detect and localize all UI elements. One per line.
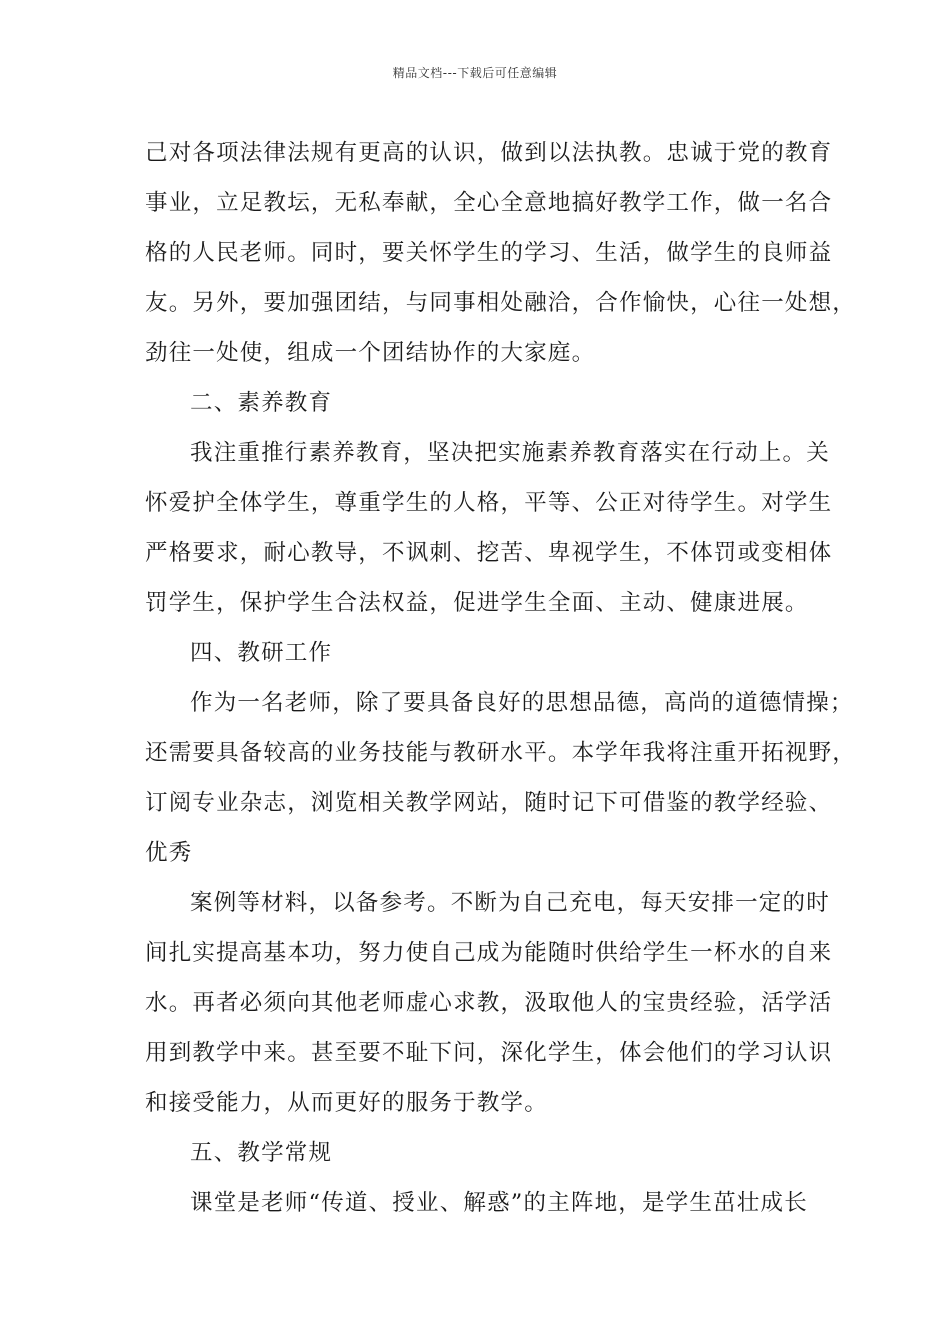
- section-heading: 四、教研工作: [190, 640, 333, 666]
- text-line: 罚学生，保护学生合法权益，促进学生全面、主动、健康进展。: [145, 590, 809, 616]
- text-line: 课堂是老师“传道、授业、解惑”的主阵地，是学生茁壮成长: [190, 1190, 808, 1216]
- text-line: 订阅专业杂志，浏览相关教学网站，随时记下可借鉴的教学经验、: [145, 790, 833, 816]
- text-line: 用到教学中来。甚至要不耻下问，深化学生，体会他们的学习认识: [145, 1040, 833, 1066]
- text-line: 间扎实提高基本功，努力使自己成为能随时供给学生一杯水的自来: [145, 940, 833, 966]
- text-line: 和接受能力，从而更好的服务于教学。: [145, 1090, 548, 1116]
- section-heading: 二、素养教育: [190, 390, 333, 416]
- text-line: 友。另外，要加强团结，与同事相处融洽，合作愉快，心往一处想，: [145, 290, 857, 316]
- text-line: 格的人民老师。同时，要关怀学生的学习、生活，做学生的良师益: [145, 240, 833, 266]
- text-line: 己对各项法律法规有更高的认识，做到以法执教。忠诚于党的教育: [145, 140, 833, 166]
- text-line: 劲往一处使，组成一个团结协作的大家庭。: [145, 340, 596, 366]
- document-body: [145, 128, 857, 1228]
- page-header: 精品文档---下载后可任意编辑: [392, 66, 558, 80]
- section-heading: 五、教学常规: [190, 1140, 333, 1166]
- text-line: 水。再者必须向其他老师虚心求教，汲取他人的宝贵经验，活学活: [145, 990, 833, 1016]
- text-line: 严格要求，耐心教导，不讽刺、挖苦、卑视学生，不体罚或变相体: [145, 540, 833, 566]
- text-line: 优秀: [145, 840, 193, 866]
- text-line: 还需要具备较高的业务技能与教研水平。本学年我将注重开拓视野，: [145, 740, 857, 766]
- text-line: 案例等材料，以备参考。不断为自己充电，每天安排一定的时: [190, 890, 830, 916]
- text-line: 作为一名老师，除了要具备良好的思想品德，高尚的道德情操；: [190, 690, 854, 716]
- text-line: 怀爱护全体学生，尊重学生的人格，平等、公正对待学生。对学生: [145, 490, 833, 516]
- text-line: 事业，立足教坛，无私奉献，全心全意地搞好教学工作，做一名合: [145, 190, 833, 216]
- text-line: 我注重推行素养教育，坚决把实施素养教育落实在行动上。关: [190, 440, 830, 466]
